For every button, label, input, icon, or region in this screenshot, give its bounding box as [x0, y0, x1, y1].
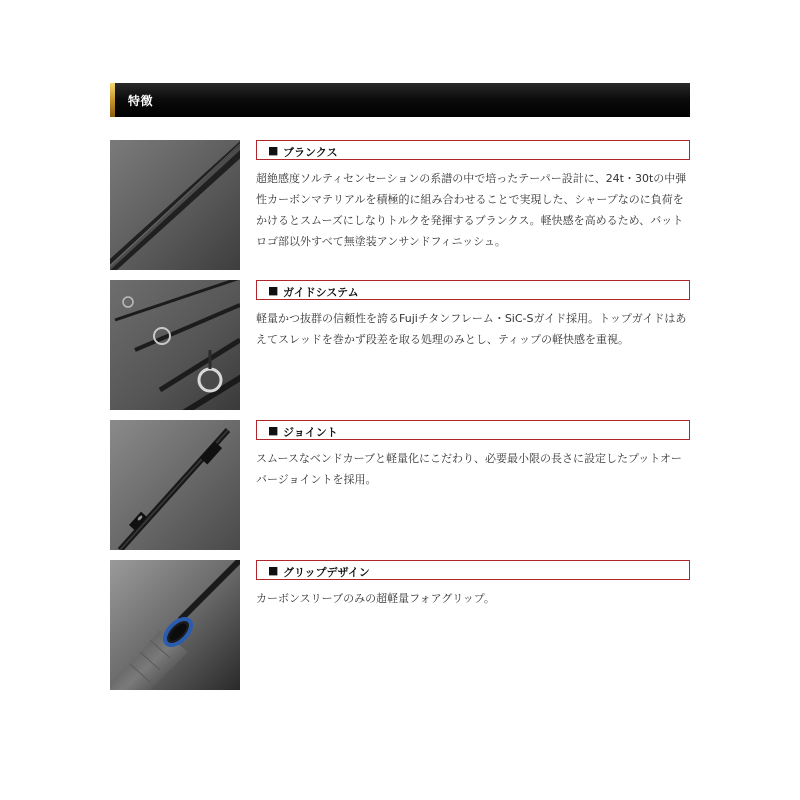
feature-heading-blanks [256, 140, 690, 160]
heading-bullet: ■ [268, 284, 279, 297]
feature-blanks [110, 140, 690, 270]
rod-guides-photo [110, 280, 240, 410]
feature-heading-joint [256, 420, 690, 440]
heading-bullet: ■ [268, 144, 279, 157]
section-header [110, 83, 690, 117]
heading-title: ガイドシステム [283, 286, 359, 299]
rod-joint-photo [110, 420, 240, 550]
feature-grip-design [110, 560, 690, 690]
rod-blank-photo [110, 140, 240, 270]
feature-description: 超絶感度ソルティセンセーションの系譜の中で培ったテーパー設計に、24t・30tの中弾性カーボンマテリアルを積極的に組み合わせることで実現した、シャープなのに負荷をかけるとスムーズにしなりトルクを発揮するブランクス。軽快感を高めるため、バットロゴ部以外すべて無塗装アンサンドフィニッシュ。 [256, 172, 687, 248]
feature-joint [110, 420, 690, 550]
header-accent-stripe [110, 83, 115, 117]
heading-bullet: ■ [268, 564, 279, 577]
feature-heading-guide-system [256, 280, 690, 300]
heading-title: グリップデザイン [283, 566, 370, 579]
heading-bullet: ■ [268, 424, 279, 437]
feature-heading-grip-design [256, 560, 690, 580]
feature-description: カーボンスリーブのみの超軽量フォアグリップ。 [256, 592, 495, 605]
rod-grip-photo [110, 560, 240, 690]
heading-title: ブランクス [283, 146, 338, 159]
heading-title: ジョイント [283, 426, 338, 439]
feature-description: 軽量かつ抜群の信頼性を誇るFujiチタンフレーム・SiC-Sガイド採用。トップガイドはあえてスレッドを巻かず段差を取る処理のみとし、ティップの軽快感を重視。 [256, 312, 687, 346]
section-title: 特徴 [128, 94, 154, 108]
feature-description: スムースなベンドカーブと軽量化にこだわり、必要最小限の長さに設定したプットオーバージョイントを採用。 [256, 452, 682, 486]
feature-guide-system [110, 280, 690, 410]
